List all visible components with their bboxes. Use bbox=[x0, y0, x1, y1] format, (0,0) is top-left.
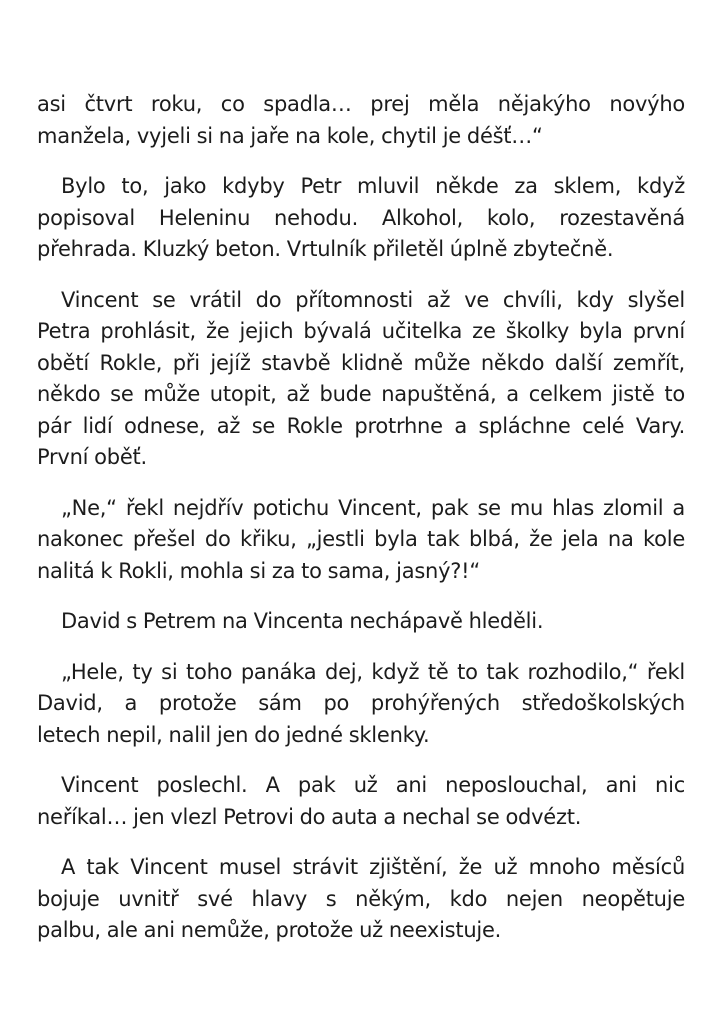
text-line: Vincent poslechl. A pak už ani neposlouchal, ani nic bbox=[61, 773, 685, 797]
text-line: obětí Rokle, při jejíž stavbě klidně může někdo další zemřít, bbox=[37, 350, 685, 375]
text-line: První oběť. bbox=[37, 445, 147, 469]
paragraph bbox=[37, 657, 685, 752]
paragraph bbox=[37, 285, 685, 474]
text-line: David s Petrem na Vincenta nechápavě hleděli. bbox=[61, 609, 544, 633]
paragraph bbox=[37, 852, 685, 947]
paragraph bbox=[37, 770, 685, 833]
text-line: Bylo to, jako kdyby Petr mluvil někde za sklem, když bbox=[61, 174, 685, 198]
paragraph bbox=[37, 171, 685, 266]
text-line: popisoval Heleninu nehodu. Alkohol, kolo, rozestavěná bbox=[37, 205, 685, 230]
text-line: „Ne,“ řekl nejdřív potichu Vincent, pak se mu hlas zlomil a bbox=[61, 495, 685, 520]
text-line: někdo se může utopit, až bude napuštěná, a celkem jistě to bbox=[37, 382, 685, 406]
paragraph bbox=[37, 606, 685, 638]
text-line: letech nepil, nalil jen do jedné sklenky. bbox=[37, 722, 430, 747]
text-line: palbu, ale ani nemůže, protože už neexistuje. bbox=[37, 918, 502, 942]
text-line: Vincent se vrátil do přítomnosti až ve chvíli, kdy slyšel bbox=[61, 287, 685, 312]
text-line: bojuje uvnitř své hlavy s někým, kdo nejen neopětuje bbox=[37, 886, 685, 911]
text-line: asi čtvrt roku, co spadla… prej měla nějakýho novýho bbox=[37, 92, 685, 116]
text-line: nakonec přešel do křiku, „jestli byla tak blbá, že jela na kole bbox=[37, 527, 685, 551]
document-page bbox=[37, 89, 685, 966]
text-line: „Hele, ty si toho panáka dej, když tě to tak rozhodilo,“ řekl bbox=[61, 659, 685, 684]
text-line: manžela, vyjeli si na jaře na kole, chytil je déšť…“ bbox=[37, 123, 543, 148]
text-line: přehrada. Kluzký beton. Vrtulník přiletěl úplně zbytečně. bbox=[37, 237, 614, 261]
text-line: A tak Vincent musel strávit zjištění, že už mnoho měsíců bbox=[61, 855, 685, 879]
text-line: David, a protože sám po prohýřených středoškolských bbox=[37, 691, 685, 715]
text-line: nalitá k Rokli, mohla si za to sama, jasný?!“ bbox=[37, 558, 480, 583]
text-line: Petra prohlásit, že jejich bývalá učitelka ze školky byla první bbox=[37, 319, 685, 343]
text-line: pár lidí odnese, až se Rokle protrhne a spláchne celé Vary. bbox=[37, 413, 685, 438]
paragraph bbox=[37, 89, 685, 152]
paragraph bbox=[37, 493, 685, 588]
text-line: neříkal… jen vlezl Petrovi do auta a nechal se odvézt. bbox=[37, 804, 582, 829]
